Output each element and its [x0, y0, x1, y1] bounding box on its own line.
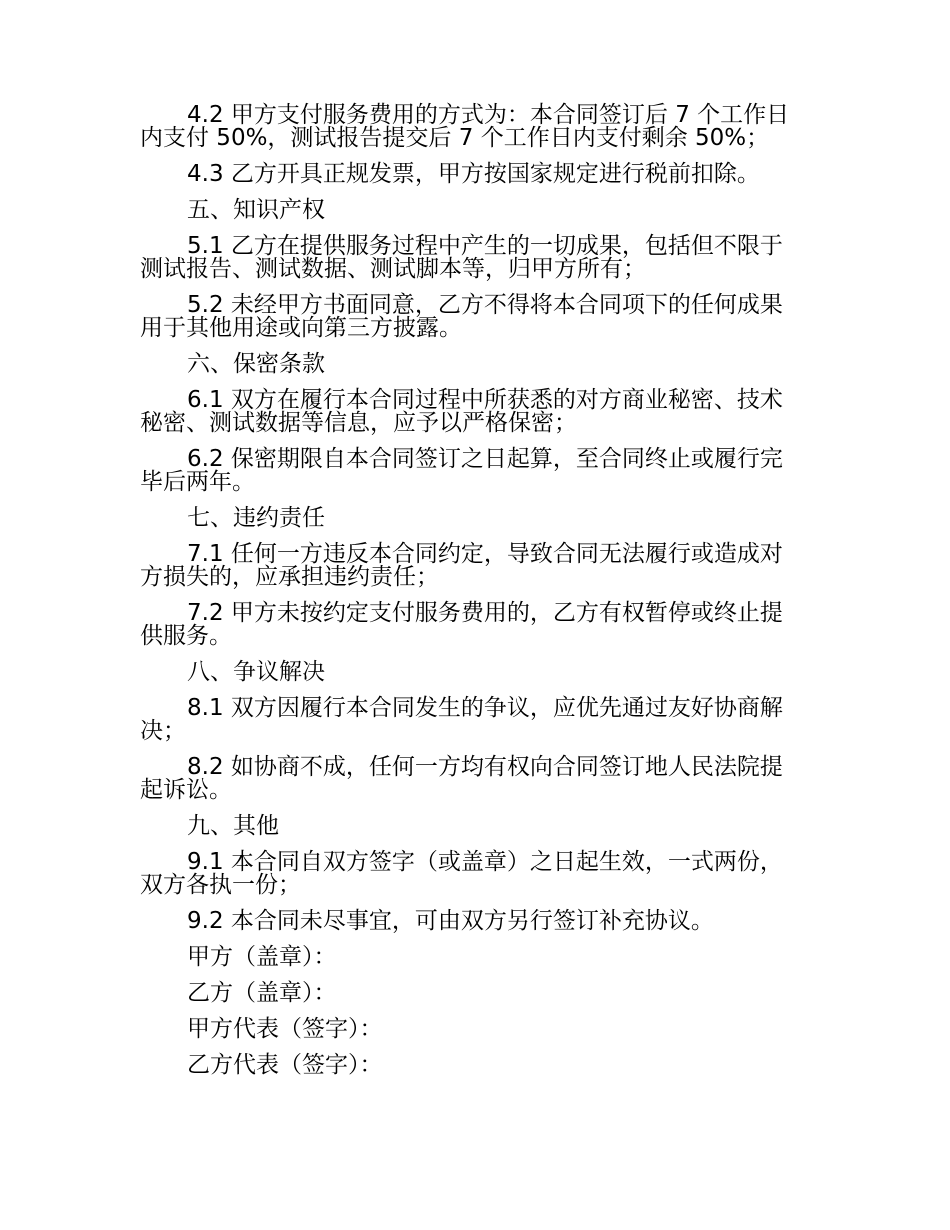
party-b-seal-line: 乙方（盖章）： — [187, 980, 337, 1006]
clause-5-1: 5.1 乙方在提供服务过程中产生的一切成果，包括但不限于测试报告、测试数据、测试脚本等，归甲方所有； — [140, 233, 783, 282]
clause-6-2: 6.2 保密期限自本合同签订之日起算，至合同终止或履行完毕后两年。 — [140, 446, 783, 495]
clause-5-2: 5.2 未经甲方书面同意，乙方不得将本合同项下的任何成果用于其他用途或向第三方披露。 — [140, 292, 783, 341]
clause-9-2: 9.2 本合同未尽事宜，可由双方另行签订补充协议。 — [187, 908, 714, 934]
clause-6-1: 6.1 双方在履行本合同过程中所获悉的对方商业秘密、技术秘密、测试数据等信息，应予以严格保密； — [140, 387, 783, 436]
document-page — [140, 104, 802, 1090]
clause-8-2: 8.2 如协商不成，任何一方均有权向合同签订地人民法院提起诉讼。 — [140, 754, 783, 803]
clause-7-1: 7.1 任何一方违反本合同约定，导致合同无法履行或造成对方损失的，应承担违约责任； — [140, 541, 783, 590]
clause-8-1: 8.1 双方因履行本合同发生的争议，应优先通过友好协商解决； — [140, 695, 783, 744]
section-heading-8: 八、争议解决 — [187, 659, 325, 685]
party-b-representative-signature-line: 乙方代表（签字）： — [187, 1052, 383, 1078]
clause-4-2: 4.2 甲方支付服务费用的方式为：本合同签订后 7 个工作日内支付 50%，测试报告提交后 7 个工作日内支付剩余 50%； — [140, 102, 790, 151]
party-a-seal-line: 甲方（盖章）： — [187, 944, 337, 970]
clause-9-1: 9.1 本合同自双方签字（或盖章）之日起生效，一式两份，双方各执一份； — [140, 849, 783, 898]
party-a-representative-signature-line: 甲方代表（签字）： — [187, 1016, 383, 1042]
clause-7-2: 7.2 甲方未按约定支付服务费用的，乙方有权暂停或终止提供服务。 — [140, 600, 783, 649]
clause-4-3: 4.3 乙方开具正规发票，甲方按国家规定进行税前扣除。 — [187, 161, 760, 187]
section-heading-6: 六、保密条款 — [187, 351, 325, 377]
section-heading-9: 九、其他 — [187, 813, 279, 839]
section-heading-5: 五、知识产权 — [187, 197, 325, 223]
section-heading-7: 七、违约责任 — [187, 505, 325, 531]
